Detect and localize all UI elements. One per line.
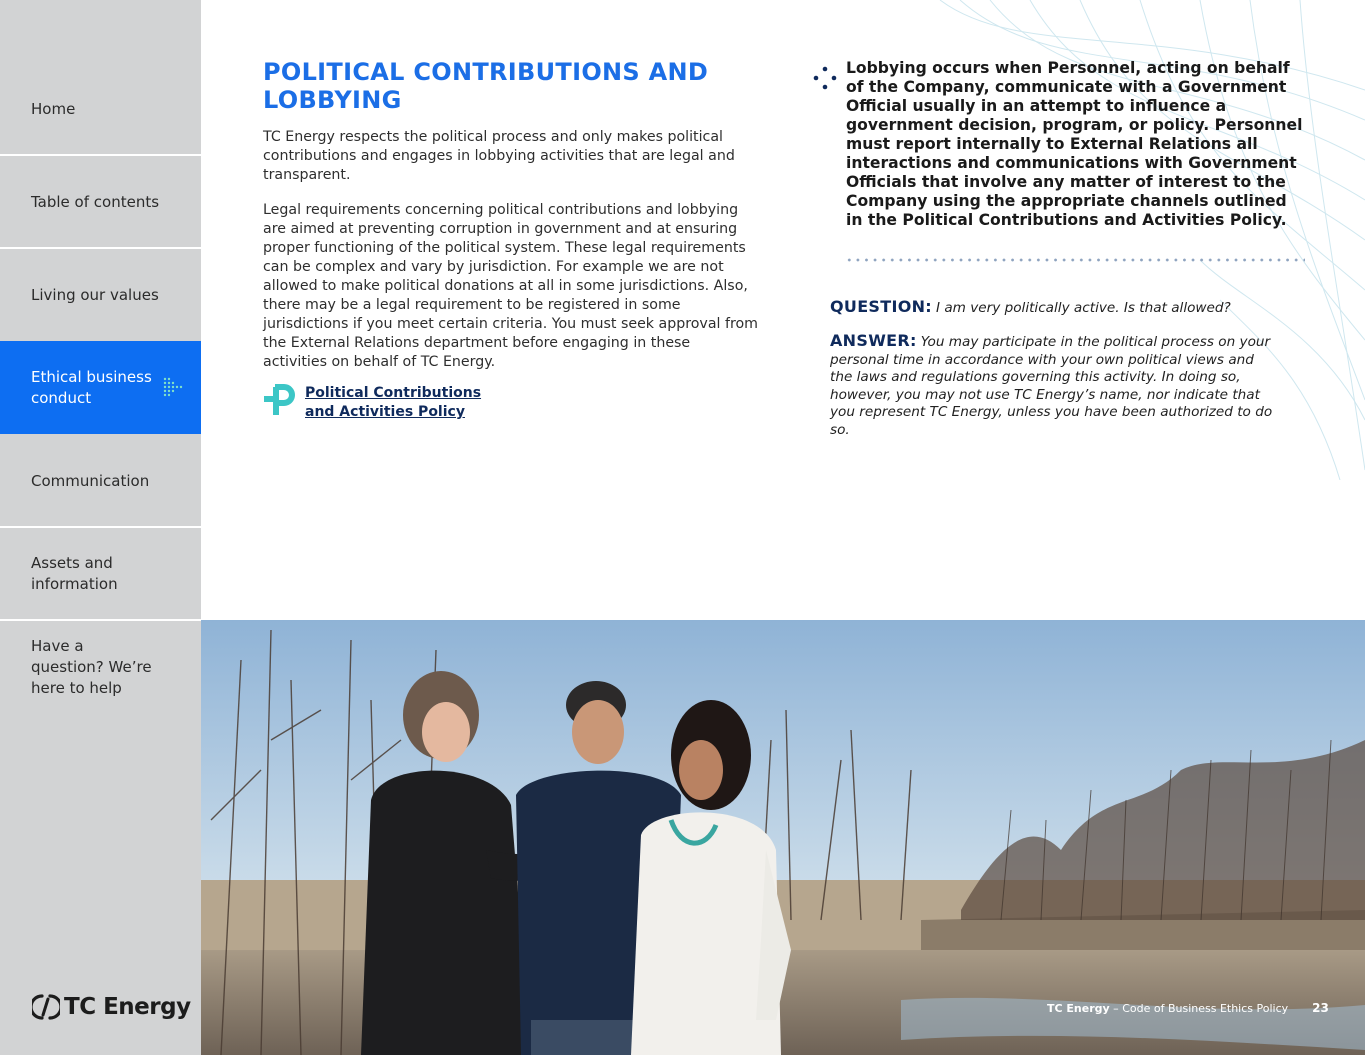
intro-paragraph: TC Energy respects the political process and only makes political contributions and engages in lobbying activities that are legal and transparent. (263, 129, 735, 183)
sidebar-item-label: Have a question? We’re here to help (31, 636, 152, 697)
dotted-divider (845, 258, 1305, 262)
sidebar-item-home[interactable] (0, 63, 201, 155)
tc-energy-logo-icon (32, 993, 60, 1021)
footer-separator: – (1109, 1002, 1123, 1015)
page-number: 23 (1312, 1001, 1329, 1015)
callout-dots-icon (812, 66, 838, 92)
sidebar-item-have-a-question[interactable] (0, 621, 201, 713)
logo-text: TC Energy (64, 994, 191, 1020)
page-footer (1047, 1001, 1329, 1015)
sidebar (0, 0, 201, 1055)
question-text: I am very politically active. Is that allowed? (936, 300, 1231, 316)
policy-link-block (263, 383, 505, 422)
footer-brand: TC Energy (1047, 1002, 1110, 1015)
sidebar-item-communication[interactable] (0, 435, 201, 527)
question-block (830, 298, 1280, 318)
sidebar-item-assets-and-information[interactable] (0, 528, 201, 620)
sidebar-item-label: Ethical business conduct (31, 367, 152, 407)
policy-p-icon (263, 383, 295, 415)
lobbying-callout: Lobbying occurs when Personnel, acting on behalf of the Company, communicate with a Government Official usually in an attempt to influence a government decision, program, or policy. Personnel must report internally to External Relations all interactions and communications with Government Officials that involve any matter of interest to the Company using the appropriate channels outlined in the Political Contributions and Activities Policy. (846, 59, 1303, 229)
answer-label: ANSWER: (830, 331, 917, 350)
sidebar-item-ethical-business-conduct[interactable] (0, 341, 201, 434)
sidebar-item-label: Assets and information (31, 554, 118, 593)
sidebar-item-living-our-values[interactable] (0, 249, 201, 341)
footer-doc-title: Code of Business Ethics Policy (1122, 1002, 1289, 1015)
dotted-arrow-icon (163, 377, 183, 397)
body-paragraph: Legal requirements concerning political contributions and lobbying are aimed at preventing corruption in government and at ensuring proper functioning of the political system. These legal requirements can be complex and vary by jurisdiction. For example we are not allowed to make political donations at all in some jurisdictions. Also, there may be a legal requirement to be registered in some jurisdictions if you meet certain criteria. You must seek approval from the External Relations department before engaging in these activities on behalf of TC Energy. (263, 202, 758, 370)
sidebar-item-label: Living our values (31, 285, 159, 304)
sidebar-item-table-of-contents[interactable] (0, 156, 201, 248)
answer-block (830, 332, 1280, 439)
tc-energy-logo[interactable] (32, 990, 191, 1024)
page-title: POLITICAL CONTRIBUTIONS AND LOBBYING (263, 58, 709, 114)
sidebar-item-label: Table of contents (31, 192, 160, 211)
people-outdoors-photo (201, 620, 1365, 1055)
answer-text: You may participate in the political process on your personal time in accordance with your own political views and the laws and regulations governing this activity. In doing so, however, you may not use TC Energy’s name, nor indicate that you represent TC Energy, unless you have been authorized to do so. (830, 334, 1273, 438)
sidebar-item-label: Communication (31, 471, 150, 490)
question-label: QUESTION: (830, 297, 933, 316)
policy-link[interactable]: Political Contributions and Activities Policy (305, 385, 482, 420)
sidebar-item-label: Home (31, 99, 76, 118)
